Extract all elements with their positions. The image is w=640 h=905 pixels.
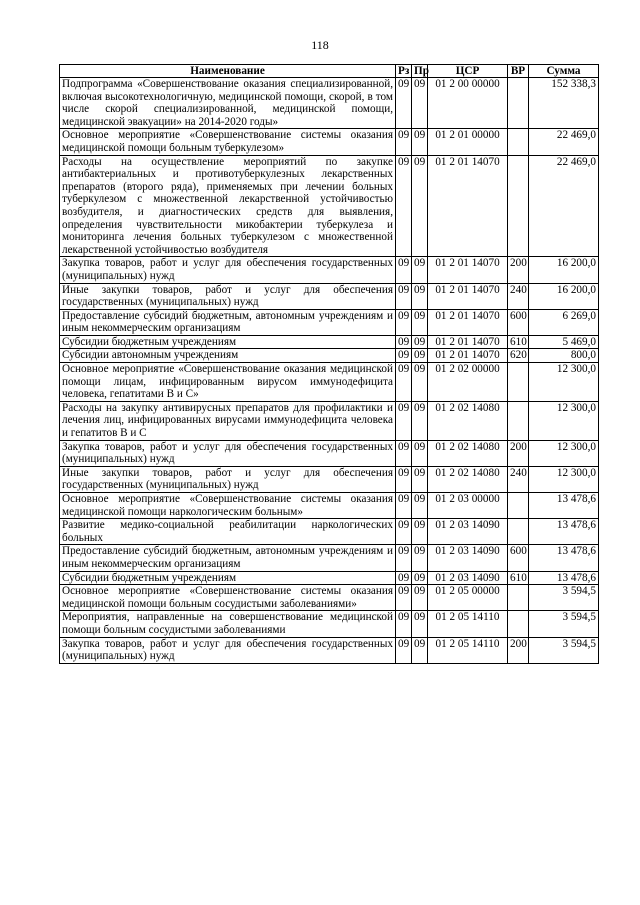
cell-name: Закупка товаров, работ и услуг для обеспечения государственных (муниципальных) нужд bbox=[60, 440, 396, 466]
cell-vr: 200 bbox=[508, 440, 529, 466]
cell-vr: 620 bbox=[508, 349, 529, 363]
cell-rz: 09 bbox=[396, 611, 412, 637]
table-row bbox=[60, 257, 599, 283]
cell-pr: 09 bbox=[412, 401, 428, 440]
table-row bbox=[60, 440, 599, 466]
cell-rz: 09 bbox=[396, 309, 412, 335]
cell-rz: 09 bbox=[396, 257, 412, 283]
cell-sum: 3 594,5 bbox=[529, 585, 599, 611]
cell-name: Субсидии бюджетным учреждениям bbox=[60, 571, 396, 585]
cell-name: Предоставление субсидий бюджетным, автономным учреждениям и иным некоммерческим организациям bbox=[60, 309, 396, 335]
table-row bbox=[60, 349, 599, 363]
cell-rz: 09 bbox=[396, 155, 412, 257]
cell-name: Субсидии бюджетным учреждениям bbox=[60, 335, 396, 349]
cell-pr: 09 bbox=[412, 349, 428, 363]
cell-csr: 01 2 03 14090 bbox=[428, 519, 508, 545]
header-pr: Пр bbox=[412, 65, 428, 78]
cell-sum: 3 594,5 bbox=[529, 637, 599, 663]
header-sum: Сумма bbox=[529, 65, 599, 78]
cell-pr: 09 bbox=[412, 493, 428, 519]
cell-sum: 22 469,0 bbox=[529, 155, 599, 257]
cell-csr: 01 2 03 14090 bbox=[428, 571, 508, 585]
cell-pr: 09 bbox=[412, 466, 428, 492]
cell-csr: 01 2 01 14070 bbox=[428, 283, 508, 309]
header-rz: Рз bbox=[396, 65, 412, 78]
cell-pr: 09 bbox=[412, 363, 428, 402]
table-row bbox=[60, 611, 599, 637]
cell-sum: 13 478,6 bbox=[529, 493, 599, 519]
table-row bbox=[60, 493, 599, 519]
cell-name: Иные закупки товаров, работ и услуг для обеспечения государственных (муниципальных) нужд bbox=[60, 466, 396, 492]
cell-rz: 09 bbox=[396, 545, 412, 571]
cell-csr: 01 2 01 14070 bbox=[428, 309, 508, 335]
header-csr: ЦСР bbox=[428, 65, 508, 78]
cell-name: Основное мероприятие «Совершенствование системы оказания медицинской помощи наркологическим больным» bbox=[60, 493, 396, 519]
cell-vr: 600 bbox=[508, 309, 529, 335]
page-number: 118 bbox=[311, 38, 329, 52]
cell-vr: 610 bbox=[508, 335, 529, 349]
cell-sum: 13 478,6 bbox=[529, 519, 599, 545]
header-vr: ВР bbox=[508, 65, 529, 78]
cell-vr bbox=[508, 519, 529, 545]
cell-sum: 13 478,6 bbox=[529, 545, 599, 571]
cell-sum: 13 478,6 bbox=[529, 571, 599, 585]
cell-rz: 09 bbox=[396, 493, 412, 519]
cell-pr: 09 bbox=[412, 129, 428, 155]
cell-pr: 09 bbox=[412, 283, 428, 309]
cell-sum: 152 338,3 bbox=[529, 78, 599, 129]
cell-name: Закупка товаров, работ и услуг для обеспечения государственных (муниципальных) нужд bbox=[60, 257, 396, 283]
cell-rz: 09 bbox=[396, 401, 412, 440]
cell-csr: 01 2 02 14080 bbox=[428, 401, 508, 440]
table-row bbox=[60, 129, 599, 155]
cell-name: Основное мероприятие «Совершенствование системы оказания медицинской помощи больным сосудистыми заболеваниями» bbox=[60, 585, 396, 611]
cell-vr: 200 bbox=[508, 637, 529, 663]
cell-name: Закупка товаров, работ и услуг для обеспечения государственных (муниципальных) нужд bbox=[60, 637, 396, 663]
cell-csr: 01 2 01 14070 bbox=[428, 349, 508, 363]
table-row bbox=[60, 78, 599, 129]
cell-csr: 01 2 01 14070 bbox=[428, 335, 508, 349]
cell-vr bbox=[508, 493, 529, 519]
cell-vr bbox=[508, 155, 529, 257]
cell-name: Иные закупки товаров, работ и услуг для обеспечения государственных (муниципальных) нужд bbox=[60, 283, 396, 309]
cell-pr: 09 bbox=[412, 440, 428, 466]
cell-sum: 16 200,0 bbox=[529, 257, 599, 283]
table-row bbox=[60, 309, 599, 335]
cell-sum: 12 300,0 bbox=[529, 440, 599, 466]
cell-csr: 01 2 02 14080 bbox=[428, 466, 508, 492]
cell-name: Основное мероприятие «Совершенствование оказания медицинской помощи лицам, инфицированным вирусом иммунодефицита человека, гепатитами В и С» bbox=[60, 363, 396, 402]
cell-pr: 09 bbox=[412, 257, 428, 283]
cell-name: Расходы на закупку антивирусных препаратов для профилактики и лечения лиц, инфицированных вирусами иммунодефицита человека и гепатитов В и С bbox=[60, 401, 396, 440]
cell-pr: 09 bbox=[412, 519, 428, 545]
table-row bbox=[60, 585, 599, 611]
table-header-row bbox=[60, 65, 599, 78]
table-row bbox=[60, 335, 599, 349]
cell-name: Предоставление субсидий бюджетным, автономным учреждениям и иным некоммерческим организациям bbox=[60, 545, 396, 571]
cell-sum: 16 200,0 bbox=[529, 283, 599, 309]
cell-name: Расходы на осуществление мероприятий по закупке антибактериальных и противотуберкулезных лекарственных препаратов (второго ряда), применяемых при лечении больных туберкулезом с множественной лекарственной устойчивостью возбудителя, и диагностических средств для выявления, определения чувствительности микобактерии туберкулеза и мониторинга лечения больных туберкулезом с множественной лекарственной устойчивостью возбудителя bbox=[60, 155, 396, 257]
table-row bbox=[60, 571, 599, 585]
cell-sum: 12 300,0 bbox=[529, 401, 599, 440]
cell-vr: 200 bbox=[508, 257, 529, 283]
cell-vr: 600 bbox=[508, 545, 529, 571]
cell-rz: 09 bbox=[396, 585, 412, 611]
cell-sum: 6 269,0 bbox=[529, 309, 599, 335]
cell-pr: 09 bbox=[412, 585, 428, 611]
table-row bbox=[60, 519, 599, 545]
table-row bbox=[60, 283, 599, 309]
cell-pr: 09 bbox=[412, 155, 428, 257]
cell-pr: 09 bbox=[412, 611, 428, 637]
cell-csr: 01 2 00 00000 bbox=[428, 78, 508, 129]
cell-csr: 01 2 01 14070 bbox=[428, 155, 508, 257]
cell-rz: 09 bbox=[396, 571, 412, 585]
cell-rz: 09 bbox=[396, 349, 412, 363]
cell-csr: 01 2 05 00000 bbox=[428, 585, 508, 611]
table-row bbox=[60, 363, 599, 402]
cell-sum: 22 469,0 bbox=[529, 129, 599, 155]
cell-sum: 12 300,0 bbox=[529, 466, 599, 492]
cell-name: Субсидии автономным учреждениям bbox=[60, 349, 396, 363]
cell-pr: 09 bbox=[412, 78, 428, 129]
cell-vr bbox=[508, 585, 529, 611]
cell-rz: 09 bbox=[396, 78, 412, 129]
cell-vr: 240 bbox=[508, 283, 529, 309]
cell-pr: 09 bbox=[412, 545, 428, 571]
cell-vr bbox=[508, 611, 529, 637]
cell-csr: 01 2 03 14090 bbox=[428, 545, 508, 571]
cell-csr: 01 2 01 00000 bbox=[428, 129, 508, 155]
cell-name: Подпрограмма «Совершенствование оказания специализированной, включая высокотехнологичную, медицинской помощи, скорой, в том числе скорой специализированной, медицинской помощи, медицинской эвакуации» на 2014-2020 годы» bbox=[60, 78, 396, 129]
table-row bbox=[60, 155, 599, 257]
budget-table bbox=[59, 64, 599, 664]
cell-rz: 09 bbox=[396, 283, 412, 309]
cell-csr: 01 2 02 00000 bbox=[428, 363, 508, 402]
cell-vr bbox=[508, 401, 529, 440]
table-body bbox=[60, 78, 599, 664]
table-row bbox=[60, 401, 599, 440]
cell-csr: 01 2 05 14110 bbox=[428, 611, 508, 637]
cell-pr: 09 bbox=[412, 571, 428, 585]
cell-vr bbox=[508, 78, 529, 129]
cell-sum: 3 594,5 bbox=[529, 611, 599, 637]
cell-name: Развитие медико-социальной реабилитации наркологических больных bbox=[60, 519, 396, 545]
cell-pr: 09 bbox=[412, 335, 428, 349]
table-row bbox=[60, 466, 599, 492]
header-name: Наименование bbox=[60, 65, 396, 78]
cell-name: Основное мероприятие «Совершенствование системы оказания медицинской помощи больным туберкулезом» bbox=[60, 129, 396, 155]
cell-vr bbox=[508, 129, 529, 155]
cell-name: Мероприятия, направленные на совершенствование медицинской помощи больным сосудистыми заболеваниями bbox=[60, 611, 396, 637]
cell-rz: 09 bbox=[396, 129, 412, 155]
cell-csr: 01 2 03 00000 bbox=[428, 493, 508, 519]
cell-rz: 09 bbox=[396, 637, 412, 663]
cell-vr: 240 bbox=[508, 466, 529, 492]
cell-vr: 610 bbox=[508, 571, 529, 585]
cell-rz: 09 bbox=[396, 440, 412, 466]
table-row bbox=[60, 545, 599, 571]
cell-pr: 09 bbox=[412, 309, 428, 335]
cell-rz: 09 bbox=[396, 363, 412, 402]
table-row bbox=[60, 637, 599, 663]
cell-sum: 12 300,0 bbox=[529, 363, 599, 402]
cell-csr: 01 2 05 14110 bbox=[428, 637, 508, 663]
cell-csr: 01 2 01 14070 bbox=[428, 257, 508, 283]
cell-rz: 09 bbox=[396, 519, 412, 545]
cell-sum: 5 469,0 bbox=[529, 335, 599, 349]
cell-sum: 800,0 bbox=[529, 349, 599, 363]
cell-rz: 09 bbox=[396, 466, 412, 492]
cell-csr: 01 2 02 14080 bbox=[428, 440, 508, 466]
cell-rz: 09 bbox=[396, 335, 412, 349]
cell-pr: 09 bbox=[412, 637, 428, 663]
cell-vr bbox=[508, 363, 529, 402]
